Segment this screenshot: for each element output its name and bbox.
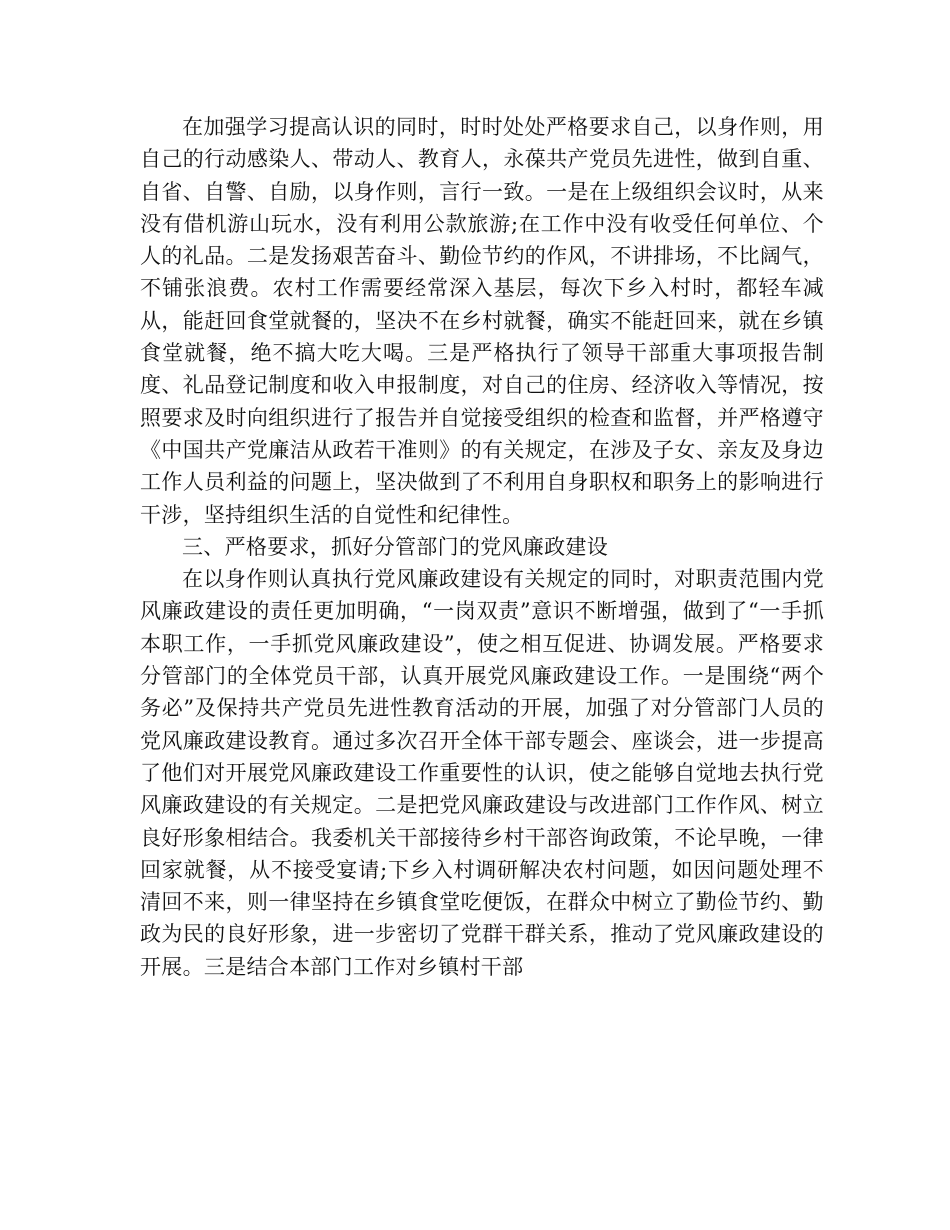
section-heading-3: 三、严格要求，抓好分管部门的党风廉政建设 xyxy=(182,534,608,559)
body-paragraph-1: 在加强学习提高认识的同时，时时处处严格要求自己，以身作则，用自己的行动感染人、带动人、教育人，永葆共产党员先进性，做到自重、自省、自警、自励，以身作则，言行一致。一是在上级组织会议时，从来没有借机游山玩水，没有利用公款旅游;在工作中没有收受任何单位、个人的礼品。二是发扬艰苦奋斗、勤俭节约的作风，不讲排场，不比阔气，不铺张浪费。农村工作需要经常深入基层，每次下乡入村时，都轻车减从，能赶回食堂就餐的，坚决不在乡村就餐，确实不能赶回来，就在乡镇食堂就餐，绝不搞大吃大喝。三是严格执行了领导干部重大事项报告制度、礼品登记制度和收入申报制度，对自己的住房、经济收入等情况，按照要求及时向组织进行了报告并自觉接受组织的检查和监督，并严格遵守《中国共产党廉洁从政若干准则》的有关规定，在涉及子女、亲友及身边工作人员利益的问题上，坚决做到了不利用自身职权和职务上的影响进行干涉，坚持组织生活的自觉性和纪律性。 xyxy=(140,115,824,527)
document-page xyxy=(140,111,824,983)
body-paragraph-2: 在以身作则认真执行党风廉政建设有关规定的同时，对职责范围内党风廉政建设的责任更加明确，“一岗双责”意识不断增强，做到了“一手抓本职工作，一手抓党风廉政建设”，使之相互促进、协调发展。严格要求分管部门的全体党员干部，认真开展党风廉政建设工作。一是围绕“两个务必”及保持共产党员先进性教育活动的开展，加强了对分管部门人员的党风廉政建设教育。通过多次召开全体干部专题会、座谈会，进一步提高了他们对开展党风廉政建设工作重要性的认识，使之能够自觉地去执行党风廉政建设的有关规定。二是把党风廉政建设与改进部门工作作风、树立良好形象相结合。我委机关干部接待乡村干部咨询政策，不论早晚，一律回家就餐，从不接受宴请;下乡入村调研解决农村问题，如因问题处理不清回不来，则一律坚持在乡镇食堂吃便饭，在群众中树立了勤俭节约、勤政为民的良好形象，进一步密切了党群干群关系，推动了党风廉政建设的开展。三是结合本部门工作对乡镇村干部 xyxy=(140,567,824,979)
